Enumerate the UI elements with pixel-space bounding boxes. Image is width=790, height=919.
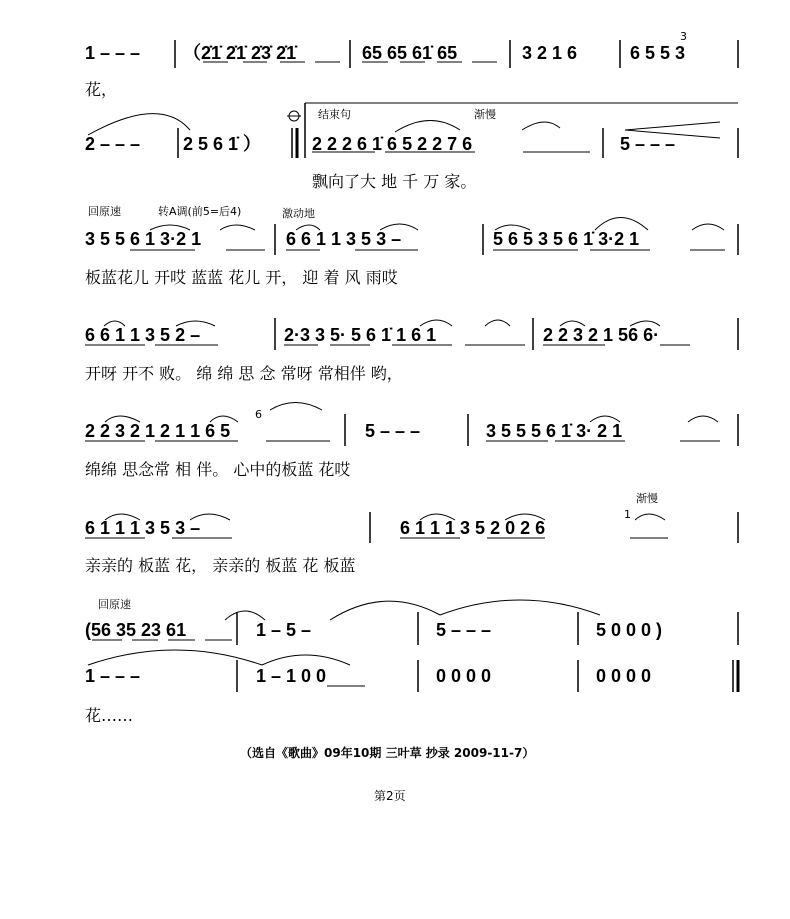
s3-m2: 6 6 1 1 3 5 3 – xyxy=(286,229,402,249)
source-note: （选自《歌曲》09年10期 三叶草 抄录 2009-11-7） xyxy=(240,746,535,760)
s2-m4: 5 – – – xyxy=(620,134,676,154)
s2-m2: 2 5 6 1̇ ） xyxy=(183,134,262,154)
s1-m2: （2̇1̇ 2̇1̇ 2̇3̇ 2̇1̇ xyxy=(183,43,297,63)
s4-lyric: 开呀 开不 败。 绵 绵 思 念 常呀 常相伴 哟， xyxy=(85,364,403,383)
s2-mark-slow: 渐慢 xyxy=(474,108,496,121)
s4-m3: 2 2 3 2 1 56 6· xyxy=(543,325,660,345)
s7-m4: 5 0 0 0 ) xyxy=(596,620,663,640)
page-number: 第2页 xyxy=(374,789,406,803)
s8-m4: 0 0 0 0 xyxy=(596,666,652,686)
s7-mark-tempo: 回原速 xyxy=(98,598,131,611)
s1-m3: 65 65 61̇ 65 xyxy=(362,43,458,63)
s3-mark-key: 转A调(前5=后4) xyxy=(158,205,242,218)
s7-m2: 1 – 5 – xyxy=(256,620,312,640)
s8-lyric: 花…… xyxy=(85,706,134,725)
s3-lyric: 板蓝花儿 开哎 蓝蓝 花儿 开， 迎 着 风 雨哎 xyxy=(85,268,398,287)
s3-m3: 5 6 5 3 5 6 1̇ 3·2 1 xyxy=(493,229,640,249)
s6-mark-slow: 渐慢 xyxy=(636,492,658,505)
s6-m2: 6 1 1 1 3 5 2 0 2 6 xyxy=(400,518,546,538)
s8-m2: 1 – 1 0 0 xyxy=(256,666,327,686)
s2-m1: 2 – – – xyxy=(85,134,141,154)
s5-m2: 5 – – – xyxy=(365,421,421,441)
s2-m3: 2 2 2 6 1̇ 6 5 2 2 7 6 xyxy=(312,134,473,154)
s7-m3: 5 – – – xyxy=(436,620,492,640)
s1-m4: 3 2 1 6 xyxy=(522,43,578,63)
tie-slur xyxy=(88,114,190,135)
s2-mark-end: 结束句 xyxy=(318,108,351,121)
s7-m1: (56 35 23 61 xyxy=(85,620,187,640)
s5-grace: 6 xyxy=(255,408,262,421)
s1-m1: 1 – – – xyxy=(85,43,141,63)
s3-m1: 3 5 5 6 1 3·2 1 xyxy=(85,229,202,249)
s6-m1: 6 1 1 1 3 5 3 – xyxy=(85,518,201,538)
s1-m5: 6 5 5 3 xyxy=(630,43,686,63)
s8-m1: 1 – – – xyxy=(85,666,141,686)
s6-grace: 1 xyxy=(624,508,631,521)
coda-icon xyxy=(289,111,299,121)
s2-lyric: 飘向了大 地 千 万 家。 xyxy=(312,172,477,191)
s5-lyric: 绵绵 思念常 相 伴。 心中的板蓝 花哎 xyxy=(85,460,351,479)
s1-grace: 3 xyxy=(680,30,687,43)
s4-m2: 2·3 3 5· 5 6 1̇ 1 6 1 xyxy=(284,325,437,345)
s5-m1: 2 2 3 2 1 2 1 1 6 5 xyxy=(85,421,231,441)
s3-mark-tempo: 回原速 xyxy=(88,205,121,218)
s8-m3: 0 0 0 0 xyxy=(436,666,492,686)
s1-lyric: 花， xyxy=(85,80,118,99)
s3-mark-excited: 激动地 xyxy=(282,207,315,220)
s5-m3: 3 5 5 5 6 1̇ 3· 2 1 xyxy=(486,421,623,441)
s6-lyric: 亲亲的 板蓝 花， 亲亲的 板蓝 花 板蓝 xyxy=(85,556,356,575)
s4-m1: 6 6 1 1 3 5 2 – xyxy=(85,325,201,345)
